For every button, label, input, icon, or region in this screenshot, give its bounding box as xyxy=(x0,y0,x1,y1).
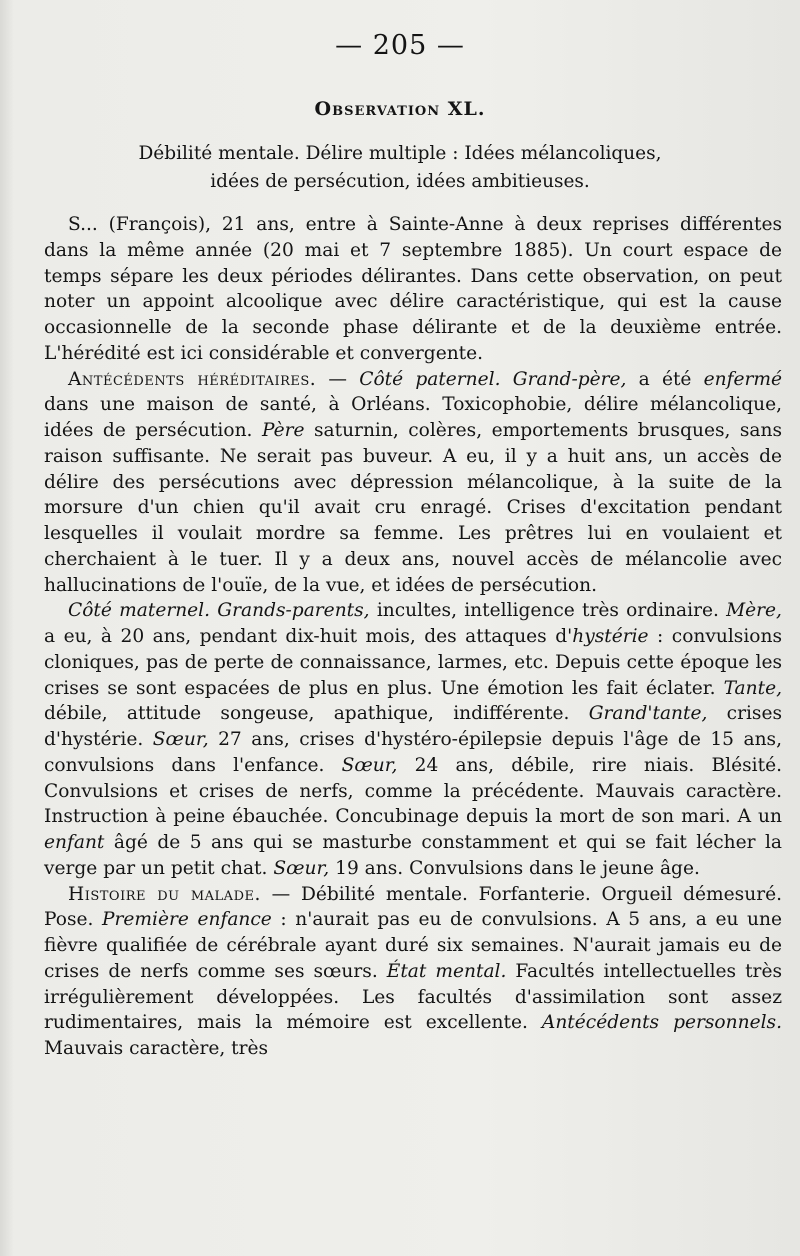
paragraph-patient-history: Histoire du malade. — Débilité mentale. Forfanterie. Orgueil démesuré. Pose. Première enfance : n'aurait pas eu de convulsions. A 5 ans, a eu une fièvre qualifiée de cérébrale ayant duré six semaines. N'aurait jamais eu de crises de nerfs comme ses sœurs. État mental. Facultés intellectuelles très irrégulièrement développées. Les facultés d'assimilation sont assez rudimentaires, mais la mémoire est excellente. Antécédents personnels. Mauvais caractère, très xyxy=(44,883,782,1059)
page-number: — 205 — xyxy=(335,30,465,61)
observation-subtitle xyxy=(0,140,800,196)
paragraph-maternal-side: Côté maternel. Grands-parents, incultes, intelligence très ordinaire. Mère, a eu, à 20 ans, pendant dix-huit mois, des attaques d'hystérie : convulsions cloniques, pas de perte de connaissance, larmes, etc. Depuis cette époque les crises se sont espacées de plus en plus. Une émotion les fait éclater. Tante, débile, attitude songeuse, apathique, indifférente. Grand'tante, crises d'hystérie. Sœur, 27 ans, crises d'hystéro-épilepsie depuis l'âge de 15 ans, convulsions dans l'enfance. Sœur, 24 ans, débile, rire niais. Blésité. Convulsions et crises de nerfs, comme la précédente. Mauvais caractère. Instruction à peine ébauchée. Concubinage depuis la mort de son mari. A un enfant âgé de 5 ans qui se masturbe constamment et qui se fait lécher la verge par un petit chat. Sœur, 19 ans. Convulsions dans le jeune âge. xyxy=(44,600,783,879)
section-heading-patient-history: Histoire du malade. xyxy=(68,883,261,905)
paragraph-hereditary-antecedents: Antécédents héréditaires. — Côté paternel. Grand-père, a été enfermé dans une maison de santé, à Orléans. Toxicophobie, délire mélancolique, idées de persécution. Père saturnin, colères, emportements brusques, sans raison suffisante. Ne serait pas buveur. A eu, il y a huit ans, un accès de délire des persécutions avec dépression mélancolique, à la suite de la morsure d'un chien qu'il avait cru enragé. Crises d'excitation pendant lesquelles il voulait mordre sa femme. Les prêtres lui en voulaient et cherchaient à le tuer. Il y a deux ans, nouvel accès de mélancolie avec hallucinations de l'ouïe, de la vue, et idées de persécution. xyxy=(44,368,783,596)
body-text xyxy=(44,212,782,1062)
subtitle-line-2: idées de persécution, idées ambitieuses. xyxy=(210,171,590,192)
observation-title: Observation XL. xyxy=(314,98,486,120)
section-heading-hereditary: Antécédents héréditaires. xyxy=(68,368,317,390)
subtitle-line-1: Débilité mentale. Délire multiple : Idées mélancoliques, xyxy=(138,143,662,164)
paragraph-intro: S... (François), 21 ans, entre à Sainte-Anne à deux reprises différentes dans la même année (20 mai et 7 septembre 1885). Un court espace de temps sépare les deux périodes délirantes. Dans cette observation, on peut noter un appoint alcoolique avec délire caractéristique, qui est la cause occasionnelle de la seconde phase délirante et de la deuxième entrée. L'hérédité est ici considérable et convergente. xyxy=(44,214,782,364)
